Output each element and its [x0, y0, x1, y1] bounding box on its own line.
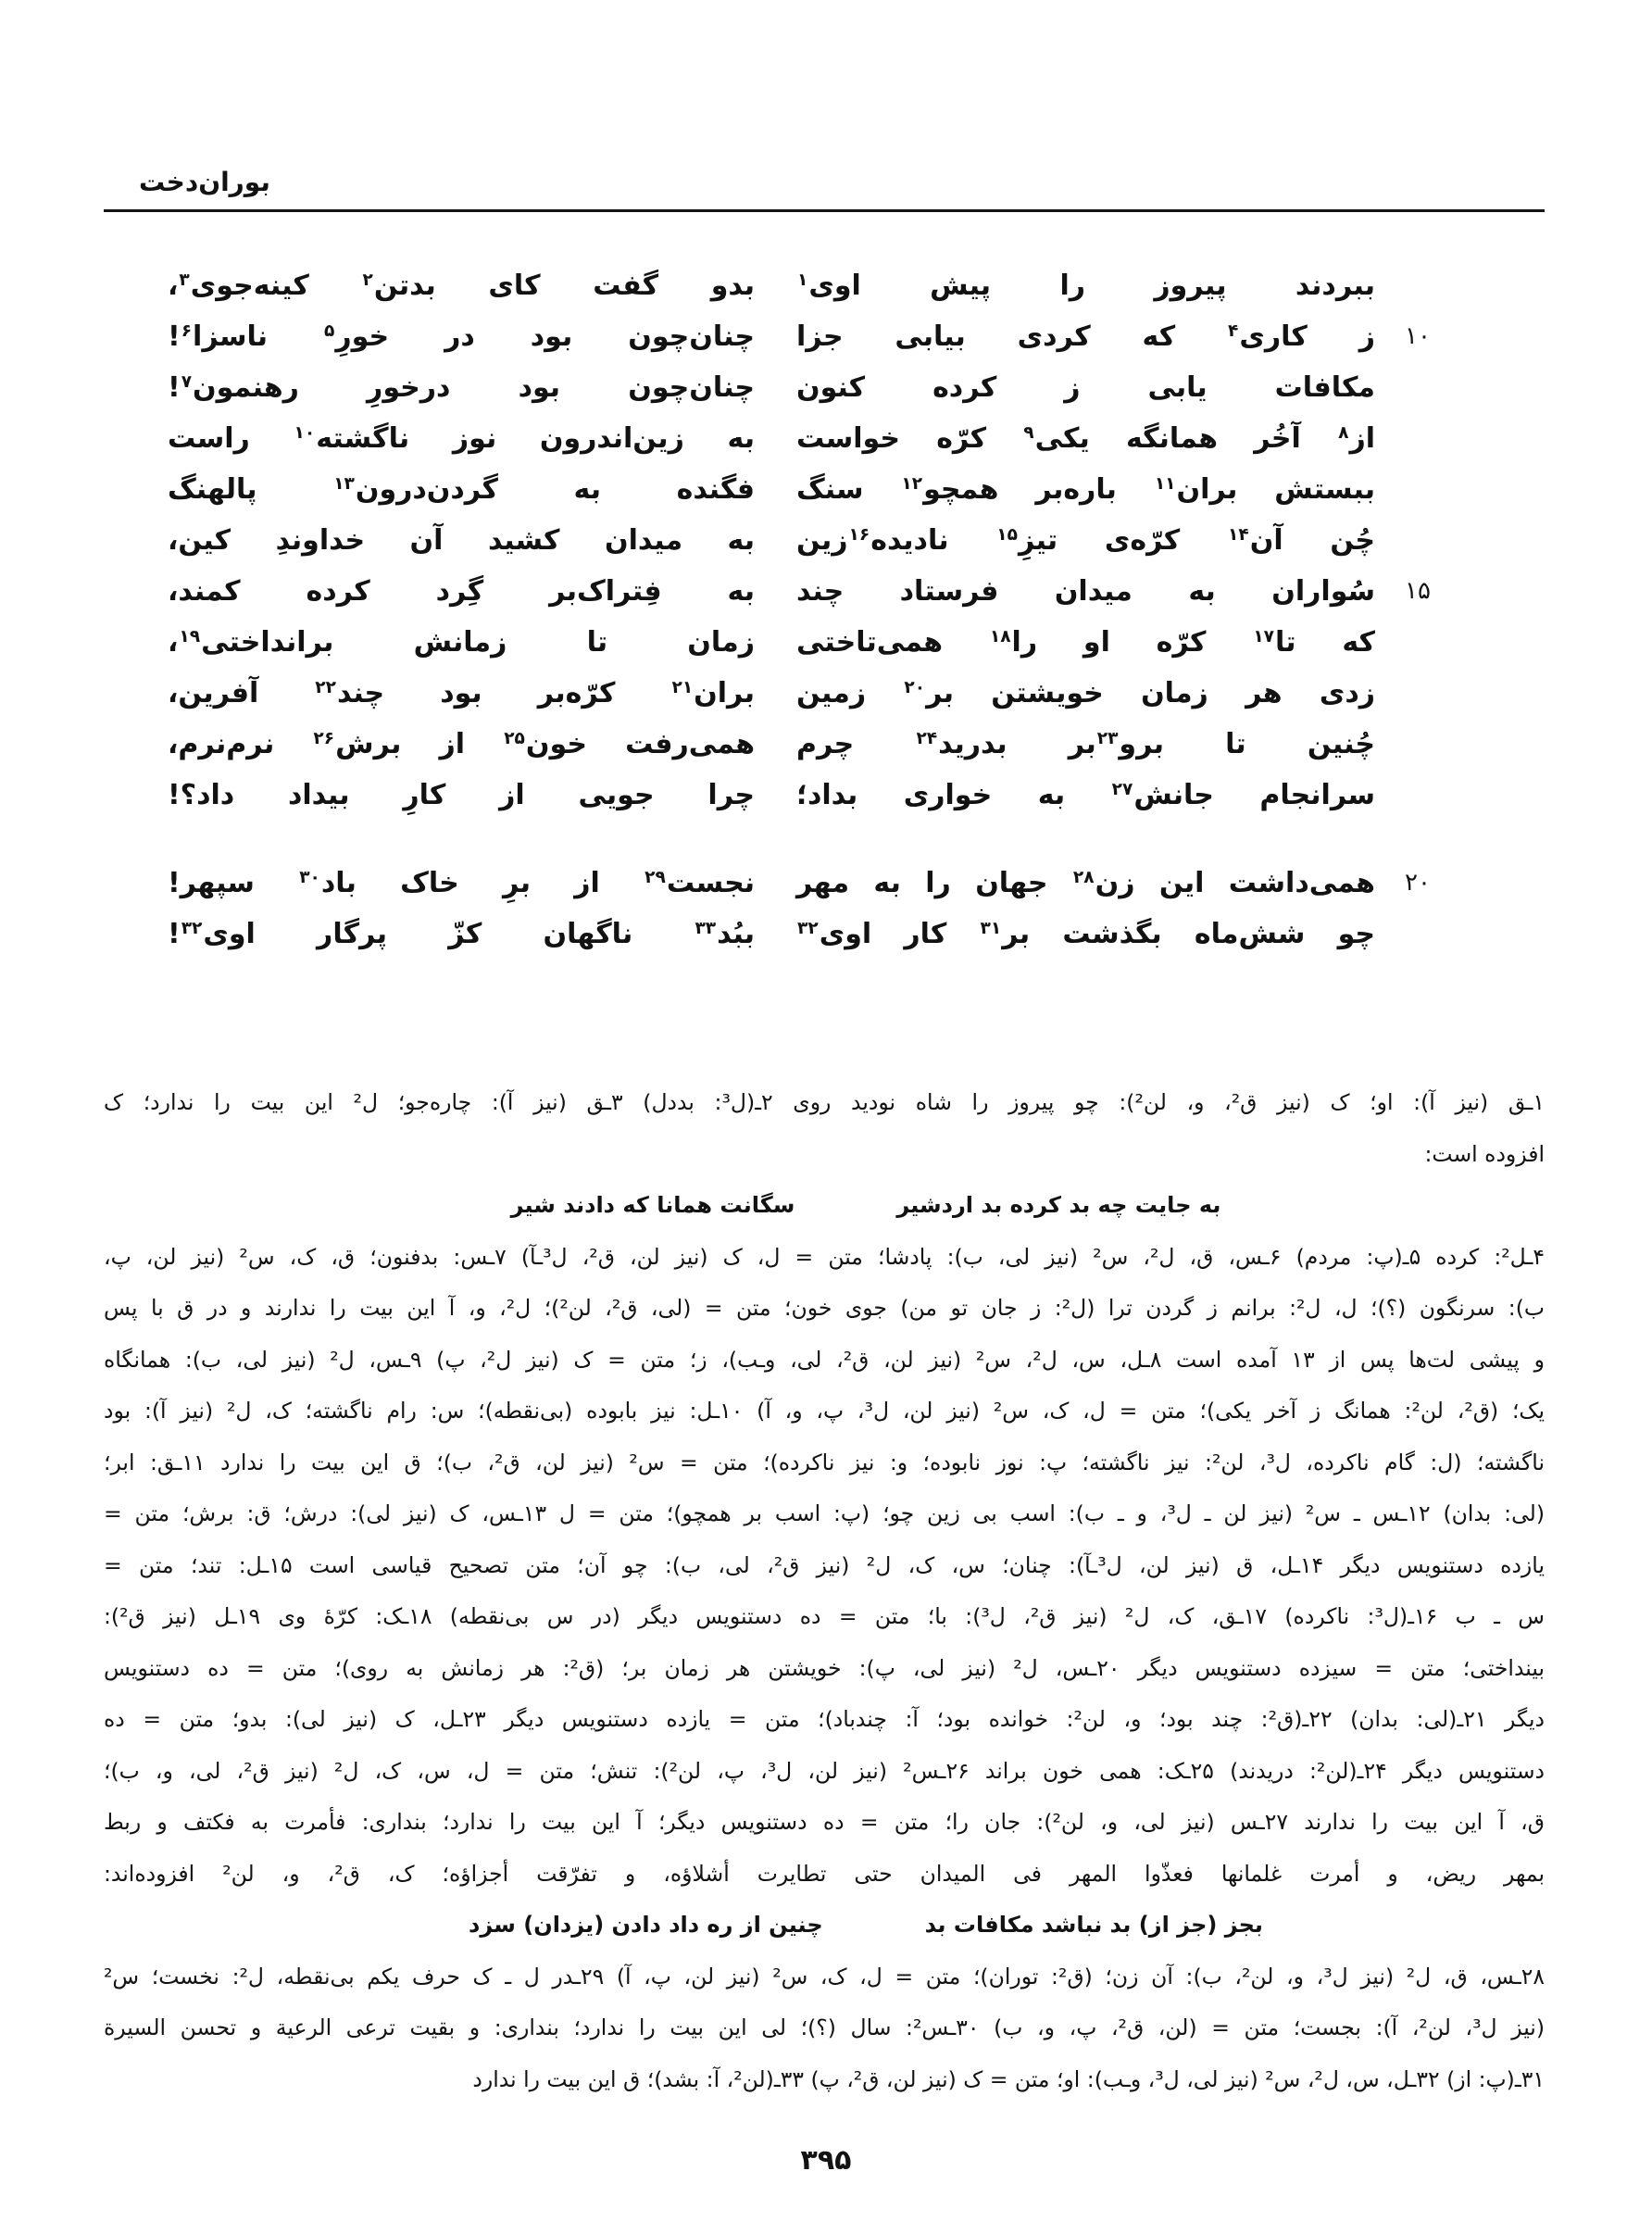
- hemistich-right: [796, 858, 1375, 909]
- verse-text: همی‌داشت این زن: [1095, 867, 1375, 899]
- apparatus-line: ۳۱ـ(پ: از) ۳۲ـل، س، ل²، س² (نیز لی، ل³، وـب): او؛ متن = ک (نیز لن، ق²، پ) ۳۳ـ(لن²، آ: بشد)؛ ق این بیت را ندارد: [472, 2065, 1545, 2092]
- poem-couplet: [168, 668, 1444, 719]
- poem-couplet: [168, 770, 1444, 821]
- verse-text: ،: [168, 626, 179, 659]
- apparatus-line: ۴ـل²: کرده ۵ـ(پ: مردم) ۶ـس، ق، ل²، س² (نیز لی، ب): پادشا؛ متن = ل، ک (نیز لن، ق²، ل³ـآ) ۷ـس: بدفنون؛ ق، ک، س² (نیز لن، پ،: [104, 1243, 1545, 1270]
- verse-text: کرّه خواست: [796, 422, 1023, 455]
- footnote-marker: ۲۳: [1096, 728, 1119, 748]
- verse-text: زمین: [796, 677, 904, 709]
- hemistich-left: [168, 464, 755, 515]
- footnote-marker: ۷: [181, 371, 193, 392]
- footnote-marker: ۲۴: [916, 728, 938, 748]
- verse-text: کینه‌جوی: [190, 270, 362, 302]
- added-verse-left-hemistich: چنین از ره داد دادن (یزدان) سزد: [469, 1912, 823, 1938]
- verse-text: بدو گفت کای بدتن: [373, 270, 755, 302]
- verse-text: چو شش‌ماه بگذشت بر: [1002, 918, 1376, 950]
- verse-text: !: [168, 320, 181, 353]
- footnote-marker: ۳۱: [980, 918, 1002, 938]
- footnote-marker: ۲۷: [1111, 779, 1133, 799]
- poem-couplet: [168, 858, 1444, 909]
- verse-text: آفرین،: [168, 677, 315, 709]
- footnote-marker: ۸: [1338, 422, 1349, 443]
- added-verse-right-hemistich: بجز (جز از) بد نباشد مکافات بد: [924, 1912, 1263, 1938]
- footnote-marker: ۲۱: [671, 677, 694, 697]
- hemistich-left: [168, 260, 755, 311]
- page-number: ۳۹۵: [800, 2144, 852, 2177]
- footnote-marker: ۴: [1228, 320, 1239, 341]
- footnote-marker: ۱۹: [179, 626, 201, 646]
- apparatus-line: (لی: بدان) ۱۲ـس ـ س² (نیز لن ـ ل³، و ـ ب): اسب بی زین چو؛ (پ: اسب بر همچو)؛ متن = ل ۱۳ـس، ک (نیز لی): درش؛ ق: برش؛ متن =: [104, 1500, 1545, 1526]
- verse-text: چرم: [796, 728, 916, 760]
- hemistich-right: [796, 617, 1375, 668]
- hemistich-right: [796, 515, 1375, 566]
- footnote-marker: ۲۹: [645, 867, 666, 887]
- verse-text: چنان‌چون بود درخورِ رهنمون: [193, 371, 755, 404]
- poem-couplet: [168, 515, 1444, 566]
- footnote-marker: ۱۷: [1253, 626, 1275, 646]
- couplet-number: ۲۰: [1405, 869, 1431, 897]
- footnote-marker: ۳۳: [695, 918, 717, 938]
- verse-text: باره‌بر همچو: [923, 473, 1154, 506]
- hemistich-left: [168, 566, 755, 617]
- footnote-marker: ۱۳: [333, 473, 355, 494]
- footnote-marker: ۳۰: [299, 867, 320, 887]
- added-verse-left-hemistich: سگانت همانا که دادند شیر: [510, 1192, 795, 1218]
- apparatus-line: و پیشی لت‌ها پس از ۱۳ آمده است ۸ـل، س، ل²، س² (نیز لن، ق²، لی، وـب)، ز؛ متن = ک (نیز ل²، پ) ۹ـس، ل² (نیز لی، ب): همانگاه: [104, 1346, 1545, 1373]
- apparatus-line: دستنویس دیگر ۲۴ـ(لن²: دریدند) ۲۵ـک: همی خون براند ۲۶ـس² (نیز لن، ل³، پ، لن²): تنش؛ متن = ل، س، ک، ل² (نیز ق²، لی، و، ب)؛: [104, 1757, 1545, 1784]
- verse-text: نادیده: [870, 524, 996, 557]
- apparatus-line: بمهر ریض، و أمرت غلمانها فعذّوا المهر فی المیدان حتی تطایرت أشلاؤه، و تفرّقت أجزاؤه؛ ک، ق²، و، لن² افزوده‌اند:: [104, 1860, 1545, 1887]
- hemistich-right: [796, 311, 1375, 362]
- apparatus-line: بینداختی؛ متن = سیزده دستنویس دیگر ۲۰ـس، ل² (نیز لی، پ): خویشتن هر زمان بر؛ (ق²: هر زمانش به روی)؛ متن = ده دستنویس: [104, 1654, 1546, 1681]
- verse-text: ز کاری: [1239, 320, 1375, 353]
- verse-text: ناسزا: [193, 320, 324, 353]
- apparatus-line: ۲۸ـس، ق، ل² (نیز ل³، و، لن²، ب): آن زن؛ (ق²: توران)؛ متن = ل، ک، س² (نیز لن، پ، آ) ۲۹ـدر ل ـ ک حرف یکم بی‌نقطه، ل²: نخست؛ س²: [104, 1963, 1545, 1989]
- verse-text: ببُد: [717, 918, 755, 950]
- verse-text: زین: [796, 524, 848, 557]
- verse-text: از برش: [335, 728, 504, 760]
- critical-apparatus: [104, 1077, 1545, 2105]
- verse-text: زدی هر زمان خویشتن بر: [926, 677, 1375, 709]
- poem-couplet: [168, 311, 1444, 362]
- footnote-marker: ۱۱: [1154, 473, 1176, 494]
- verse-text: به زین‌اندرون نوز ناگشته: [316, 422, 755, 455]
- apparatus-line: افزوده است:: [1424, 1140, 1545, 1167]
- poem-couplet: [168, 617, 1444, 668]
- verse-text: آخُر همانگه یکی: [1034, 422, 1338, 455]
- hemistich-right: [796, 362, 1375, 413]
- apparatus-line: س ـ ب ۱۶ـ(ل³: ناکرده) ۱۷ـق، ک، ل² (نیز ق²، ل³): با؛ متن = ده دستنویس دیگر (در س بی‌نقطه) ۱۸ـک: کرّهٔ وی ۱۹ـل (نیز ق²):: [104, 1603, 1545, 1629]
- verse-text: زمان تا زمانش برانداختی: [201, 626, 755, 659]
- hemistich-right: [796, 909, 1375, 960]
- added-verse: [145, 1180, 1586, 1232]
- hemistich-left: [168, 617, 755, 668]
- hemistich-right: [796, 770, 1375, 821]
- poem-couplet: [168, 719, 1444, 770]
- hemistich-left: [168, 858, 755, 909]
- verse-text: چُنین تا برو: [1119, 728, 1375, 760]
- hemistich-right: [796, 413, 1375, 464]
- footnote-marker: ۲۵: [504, 728, 525, 748]
- footnote-marker: ۶: [181, 320, 193, 341]
- hemistich-right: [796, 566, 1375, 617]
- verse-text: سرانجام جانش: [1133, 779, 1375, 811]
- verse-text: سپهر!: [168, 867, 299, 899]
- verse-text: جهان را به مهر: [796, 867, 1072, 899]
- verse-text: کرّه‌بر بود چند: [336, 677, 671, 709]
- footnote-marker: ۵: [324, 320, 335, 341]
- hemistich-left: [168, 668, 755, 719]
- poem-couplet: [168, 413, 1444, 464]
- verse-text: راست: [168, 422, 294, 455]
- verse-text: همی‌رفت خون: [525, 728, 756, 760]
- hemistich-left: [168, 362, 755, 413]
- footnote-marker: ۲: [362, 270, 373, 290]
- poem-couplet: [168, 260, 1444, 311]
- footnote-marker: ۲۶: [313, 728, 335, 748]
- verse-text: چرا جویی از کارِ بیداد داد؟!: [168, 779, 755, 811]
- verse-text: سُواران به میدان فرستاد چند: [796, 575, 1375, 608]
- hemistich-right: [796, 719, 1375, 770]
- verse-text: !: [168, 371, 181, 404]
- verse-text: نرم‌نرم،: [168, 728, 313, 760]
- hemistich-right: [796, 260, 1375, 311]
- verse-text: به میدان کشید آن خداوندِ کین،: [168, 524, 755, 557]
- verse-text: بر بدرید: [938, 728, 1096, 760]
- footnote-marker: ۱۸: [989, 626, 1011, 646]
- footnote-marker: ۳۲: [797, 918, 819, 938]
- verse-text: که کردی بیابی جزا: [796, 320, 1228, 353]
- hemistich-left: [168, 770, 755, 821]
- footnote-marker: ۳: [179, 270, 190, 290]
- verse-text: بران: [694, 677, 755, 709]
- poem-couplet: [168, 464, 1444, 515]
- verse-text: کار اوی: [819, 918, 980, 950]
- footnote-marker: ۱۶: [848, 524, 870, 545]
- apparatus-line: ناگشته؛ (ل: گام ناکرده، ل³، لن²: نیز ناگشته؛ پ: نوز نابوده؛ و: نیز ناکرده)؛ متن = س² (نیز لن، ق²، ب)؛ ق این بیت را ندارد ۱۱ـق: ابر؛: [104, 1449, 1545, 1475]
- verse-text: از برِ خاک باد: [320, 867, 645, 899]
- poem-couplet: [168, 909, 1444, 960]
- verse-text: سنگ: [796, 473, 901, 506]
- verse-text: به خواری بداد؛: [796, 779, 1111, 811]
- apparatus-line: ق، آ این بیت را ندارند ۲۷ـس (نیز لی، و، لن²): جان را؛ متن = ده دستنویس دیگر؛ آ این بیت را ندارد؛ بنداری: فأمرت به فکتف و ربط: [104, 1809, 1545, 1835]
- verse-text: ،: [168, 270, 179, 302]
- added-verse: [145, 1900, 1586, 1952]
- hemistich-left: [168, 719, 755, 770]
- verse-text: به فِتراک‌بر گِرد کرده کمند،: [168, 575, 755, 608]
- running-head-title: بوران‌دخت: [139, 167, 270, 197]
- verse-text: چنان‌چون بود در خورِ: [335, 320, 755, 353]
- footnote-marker: ۱: [797, 270, 808, 290]
- footnote-marker: ۱۴: [1228, 524, 1249, 545]
- footnote-marker: ۲۰: [904, 677, 926, 697]
- footnote-marker: ۹: [1023, 422, 1034, 443]
- verse-text: از: [1349, 422, 1375, 455]
- couplet-number: ۱۵: [1405, 577, 1431, 605]
- verse-text: ببردند پیروز را پیش اوی: [808, 270, 1375, 302]
- footnote-marker: ۳۲: [181, 918, 203, 938]
- footnote-marker: ۲۲: [315, 677, 336, 697]
- hemistich-left: [168, 515, 755, 566]
- poem-couplet: [168, 362, 1444, 413]
- verse-text: !: [168, 918, 181, 950]
- verse-text: کرّه‌ی تیزِ: [1018, 524, 1228, 557]
- verse-text: که تا: [1275, 626, 1376, 659]
- hemistich-right: [796, 668, 1375, 719]
- verse-text: چُن آن: [1249, 524, 1376, 557]
- verse-text: ببستش بران: [1176, 473, 1375, 506]
- poem: [168, 260, 1444, 960]
- apparatus-line: ب): سرنگون (؟)؛ ل، ل²: برانم ز گردن ترا (ل²: ز جان تو من) جوی خون؛ متن = (لی، ق²، لن²)؛ ل²، و، آ این بیت را ندارند و در ق با پس: [104, 1295, 1545, 1321]
- verse-text: مکافات یابی ز کرده کنون: [796, 371, 1375, 404]
- poem-couplet: [168, 566, 1444, 617]
- verse-text: پالهنگ: [168, 473, 333, 506]
- footnote-marker: ۱۰: [294, 422, 316, 443]
- footnote-marker: ۲۸: [1072, 867, 1095, 887]
- verse-text: نجست: [666, 867, 755, 899]
- added-verse-right-hemistich: به جایت چه بد کرده بد اردشیر: [896, 1192, 1221, 1218]
- hemistich-left: [168, 311, 755, 362]
- footnote-marker: ۱۲: [901, 473, 923, 494]
- footnote-marker: ۱۵: [996, 524, 1018, 545]
- hemistich-right: [796, 464, 1375, 515]
- apparatus-line: یک؛ (ق²، لن²: همانگ ز آخر یکی)؛ متن = ل، ک، س² (نیز لن، ل³، پ، و، آ) ۱۰ـل: نیز بابوده (بی‌نقطه)؛ س: رام ناگشته؛ ک، ل² (نیز آ): بود: [104, 1398, 1545, 1424]
- verse-text: ناگهان کزّ پرگار اوی: [203, 918, 695, 950]
- apparatus-line: دیگر ۲۱ـ(لی: بدان) ۲۲ـ(ق²: چند بود؛ و، لن²: خوانده بود؛ آ: چندباد)؛ متن = یازده دستنویس دیگر ۲۳ـل، ک (نیز لی): بدو؛ متن = ده: [104, 1706, 1546, 1732]
- hemistich-left: [168, 909, 755, 960]
- verse-text: کرّه او را: [1011, 626, 1253, 659]
- header-rule: [104, 209, 1545, 212]
- apparatus-line: ۱ـق (نیز آ): او؛ ک (نیز ق²، و، لن²): چو پیروز را شاه نودید روی ۲ـ(ل³: بددل) ۳ـق (نیز آ): چاره‌جو؛ ل² این بیت را ندارد؛ ک: [104, 1089, 1545, 1115]
- apparatus-line: یازده دستنویس دیگر ۱۴ـل، ق (نیز لن، ل³ـآ): چنان؛ س، ک، ل² (نیز ق²، لی، ب): چو آن؛ متن تصحیح قیاسی است ۱۵ـل: تند؛ متن =: [104, 1551, 1545, 1578]
- verse-text: همی‌تاختی: [796, 626, 989, 659]
- hemistich-left: [168, 413, 755, 464]
- couplet-number: ۱۰: [1405, 322, 1431, 350]
- apparatus-line: (نیز ل³، لن²، آ): بجست؛ متن = (لن، ق²، پ، و، ب) ۳۰ـس²: سال (؟)؛ لی این بیت را ندارد؛ بنداری: و بقیت ترعی الرعیة و تحسن السیرة: [104, 2014, 1545, 2040]
- verse-text: فگنده به گردن‌درون: [355, 473, 755, 506]
